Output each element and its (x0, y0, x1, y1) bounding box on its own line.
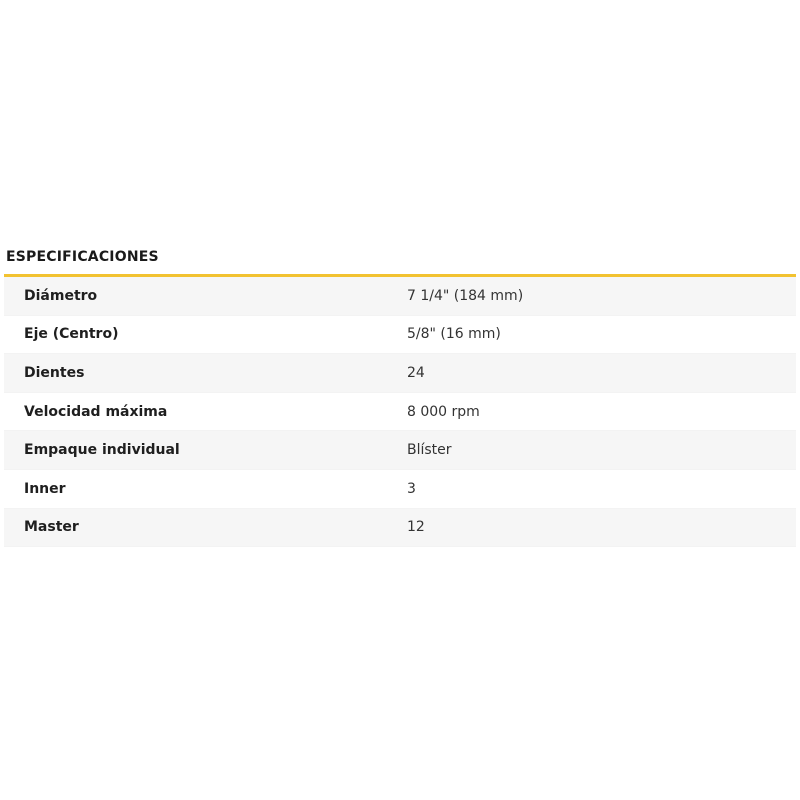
spec-value: Blíster (407, 442, 452, 459)
spec-row-velocidad (4, 393, 796, 432)
spec-value: 3 (407, 480, 416, 497)
spec-row-empaque (4, 431, 796, 470)
spec-label: Empaque individual (24, 442, 180, 459)
spec-label: Diámetro (24, 287, 98, 304)
spec-label: Velocidad máxima (24, 403, 168, 420)
spec-table (4, 277, 796, 547)
specifications-section (4, 240, 796, 547)
spec-label: Inner (24, 480, 66, 497)
spec-value: 8 000 rpm (407, 403, 480, 420)
spec-row-diametro (4, 277, 796, 316)
spec-value: 7 1/4" (184 mm) (407, 287, 524, 304)
spec-row-dientes (4, 354, 796, 393)
spec-label: Dientes (24, 364, 85, 381)
spec-value: 24 (407, 364, 425, 381)
spec-label: Eje (Centro) (24, 326, 119, 343)
spec-row-eje (4, 316, 796, 355)
spec-row-inner (4, 470, 796, 509)
spec-value: 5/8" (16 mm) (407, 326, 501, 343)
section-title: ESPECIFICACIONES (6, 249, 159, 265)
spec-value: 12 (407, 519, 425, 536)
spec-label: Master (24, 519, 79, 536)
spec-row-master (4, 509, 796, 548)
